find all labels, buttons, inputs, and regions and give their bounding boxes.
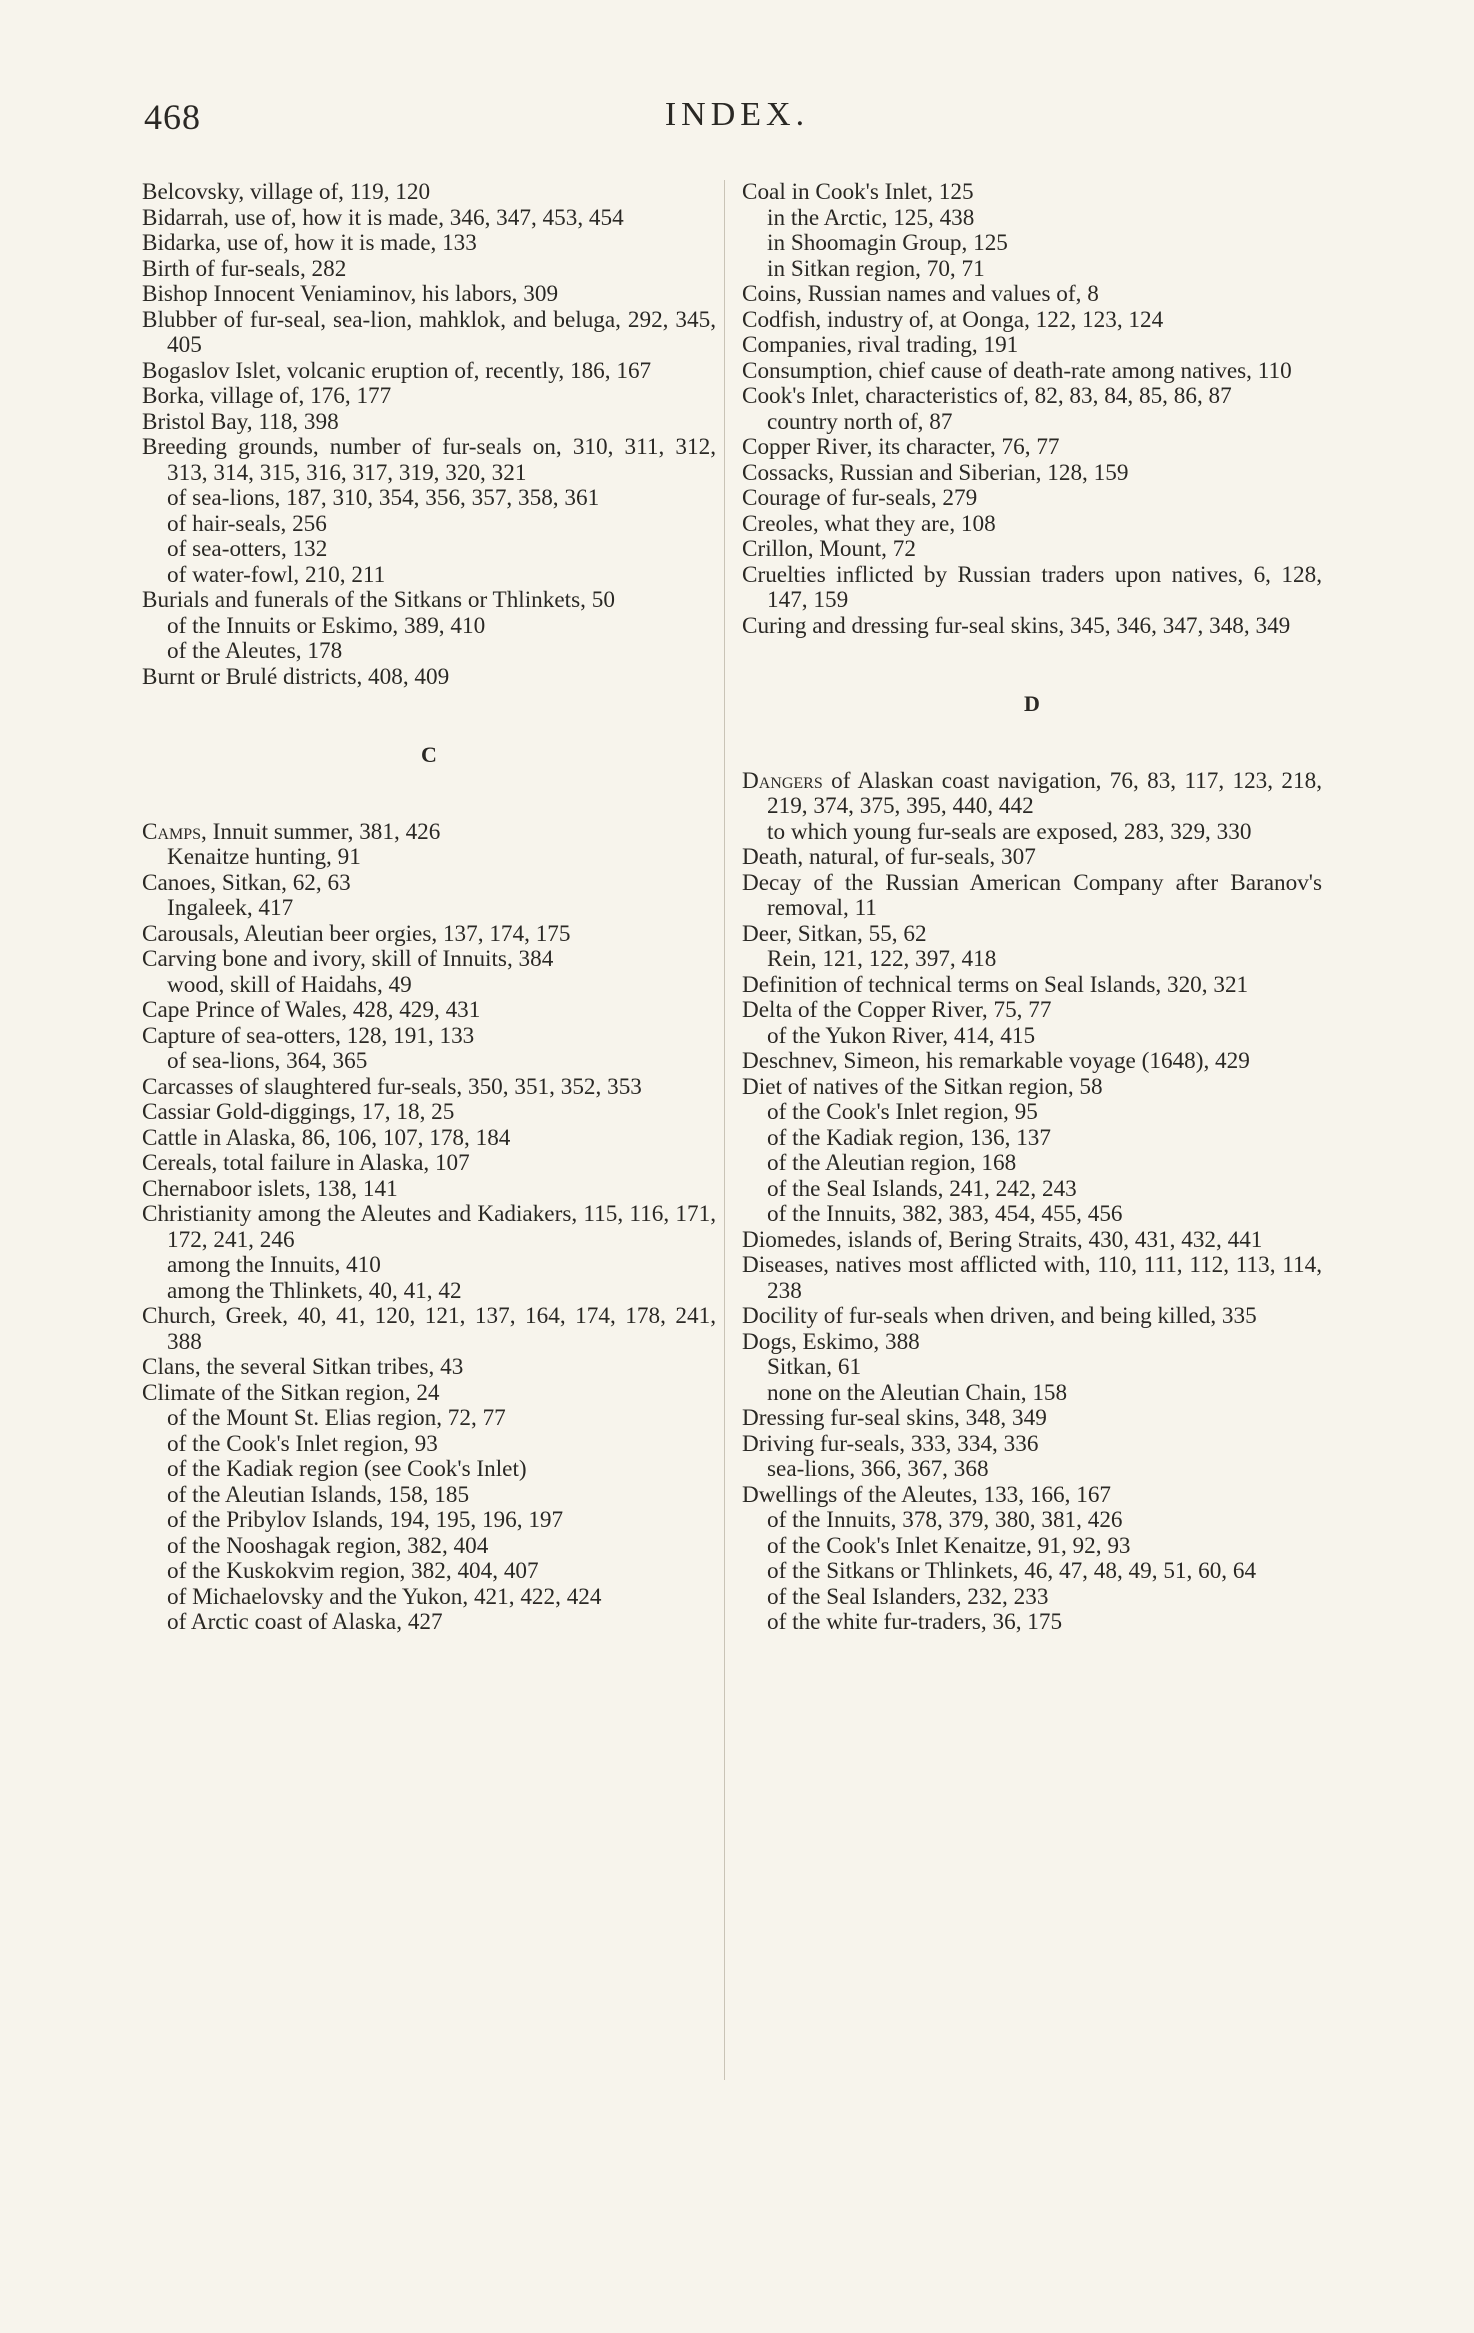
index-entry: Burnt or Brulé districts, 408, 409 [142,663,450,690]
index-entry: Courage of fur-seals, 279 [742,485,978,511]
entry-lead-word: Dangers [742,767,823,794]
index-entry: Clans, the several Sitkan tribes, 43 [142,1354,464,1380]
index-entry: Christianity among the Aleutes and Kadiakers, 115, 116, 171, 172, 241, 246 [142,1201,716,1253]
index-subentry: country north of, 87 [767,408,953,435]
index-entry: Cereals, total failure in Alaska, 107 [142,1150,470,1176]
index-column-left [142,180,716,1636]
index-subentry: of the Aleutes, 178 [167,638,343,664]
index-subentry: of sea-otters, 132 [167,536,328,562]
index-subentry: of water-fowl, 210, 211 [167,561,386,588]
index-subentry: of the Aleutian region, 168 [767,1150,1017,1176]
index-subentry: among the Innuits, 410 [167,1252,381,1278]
index-entry: Cassiar Gold-diggings, 17, 18, 25 [142,1099,455,1125]
index-entry: Bidarrah, use of, how it is made, 346, 347, 453, 454 [142,204,624,231]
index-subentry: of the Innuits or Eskimo, 389, 410 [167,612,486,639]
index-entry: Consumption, chief cause of death-rate among natives, 110 [742,357,1292,384]
index-entry: Creoles, what they are, 108 [742,510,996,537]
index-entry: Dogs, Eskimo, 388 [742,1328,920,1355]
index-subentry: of the Seal Islanders, 232, 233 [767,1583,1049,1610]
index-entry: Bristol Bay, 118, 398 [142,408,339,435]
index-subentry: of the Innuits, 378, 379, 380, 381, 426 [767,1507,1123,1533]
index-entry: Carousals, Aleutian beer orgies, 137, 174, 175 [142,920,571,947]
index-entry: Bishop Innocent Veniaminov, his labors, 309 [142,281,559,307]
index-entry: Diomedes, islands of, Bering Straits, 430, 431, 432, 441 [742,1226,1263,1253]
index-subentry: in Sitkan region, 70, 71 [767,255,985,282]
index-subentry: of the Pribylov Islands, 194, 195, 196, 197 [167,1507,564,1533]
index-entry: Dressing fur-seal skins, 348, 349 [742,1405,1047,1431]
index-entry: Cattle in Alaska, 86, 106, 107, 178, 184 [142,1124,511,1151]
index-subentry: of the Innuits, 382, 383, 454, 455, 456 [767,1201,1123,1227]
index-subentry: wood, skill of Haidahs, 49 [167,971,412,998]
index-subentry: of the Cook's Inlet region, 93 [167,1430,438,1457]
index-subentry: of sea-lions, 364, 365 [167,1048,368,1074]
index-entry: Cruelties inflicted by Russian traders upon natives, 6, 128, 147, 159 [742,561,1322,613]
index-subentry: Kenaitze hunting, 91 [167,844,361,870]
index-entry: Burials and funerals of the Sitkans or Thlinkets, 50 [142,587,615,613]
index-column-right [742,180,1322,1636]
index-entry: Driving fur-seals, 333, 334, 336 [742,1430,1039,1457]
index-subentry: of the Kadiak region, 136, 137 [767,1124,1051,1151]
index-entry: Coins, Russian names and values of, 8 [742,281,1099,307]
index-subentry: of the Mount St. Elias region, 72, 77 [167,1405,506,1431]
index-subentry: of hair-seals, 256 [167,510,327,537]
column-divider [724,180,725,2080]
section-letter: D [1024,691,1040,716]
index-entry: Cape Prince of Wales, 428, 429, 431 [142,997,481,1023]
index-subentry: none on the Aleutian Chain, 158 [767,1379,1068,1406]
index-subentry: Rein, 121, 122, 397, 418 [767,946,997,972]
index-entry: Crillon, Mount, 72 [742,536,916,562]
index-subentry: of Arctic coast of Alaska, 427 [167,1609,443,1635]
index-subentry: of the white fur-traders, 36, 175 [767,1609,1063,1635]
index-entry: Bidarka, use of, how it is made, 133 [142,230,477,256]
index-subentry: of the Yukon River, 414, 415 [767,1022,1036,1049]
index-subentry: Sitkan, 61 [767,1354,862,1380]
index-subentry: in the Arctic, 125, 438 [767,204,975,231]
index-entry: Decay of the Russian American Company after Baranov's removal, 11 [742,869,1322,921]
index-entry: Dangers of Alaskan coast navigation, 76, 83, 117, 123, 218, 219, 374, 375, 395, 440, 442 [742,767,1322,819]
index-entry: Docility of fur-seals when driven, and being killed, 335 [742,1303,1257,1329]
index-entry: Deer, Sitkan, 55, 62 [742,920,927,947]
index-subentry: of Michaelovsky and the Yukon, 421, 422, 424 [167,1583,602,1610]
index-subentry: of the Cook's Inlet Kenaitze, 91, 92, 93 [767,1532,1131,1559]
index-entry: Definition of technical terms on Seal Islands, 320, 321 [742,971,1249,998]
entry-lead-word: Camps, [142,818,207,845]
index-subentry: of the Seal Islands, 241, 242, 243 [767,1175,1077,1202]
index-entry: Church, Greek, 40, 41, 120, 121, 137, 164, 174, 178, 241, 388 [142,1303,716,1355]
index-subentry: of the Nooshagak region, 382, 404 [167,1532,489,1559]
running-head: INDEX. [664,96,810,133]
index-entry: Delta of the Copper River, 75, 77 [742,997,1052,1023]
section-letter: C [421,742,437,767]
index-subentry: sea-lions, 366, 367, 368 [767,1456,989,1482]
index-entry: Climate of the Sitkan region, 24 [142,1379,440,1406]
index-entry: Chernaboor islets, 138, 141 [142,1175,398,1202]
index-subentry: of the Kuskokvim region, 382, 404, 407 [167,1558,539,1584]
index-entry: Companies, rival trading, 191 [742,332,1019,358]
index-entry: Dwellings of the Aleutes, 133, 166, 167 [742,1481,1112,1508]
index-entry: Coal in Cook's Inlet, 125 [742,179,974,205]
index-entry: Birth of fur-seals, 282 [142,255,347,282]
index-entry: Blubber of fur-seal, sea-lion, mahklok, and beluga, 292, 345, 405 [142,306,716,358]
index-subentry: of the Aleutian Islands, 158, 185 [167,1481,470,1508]
index-entry: Carving bone and ivory, skill of Innuits, 384 [142,946,554,972]
index-entry: Cook's Inlet, characteristics of, 82, 83, 84, 85, 86, 87 [742,383,1232,409]
index-subentry: of the Kadiak region (see Cook's Inlet) [167,1456,527,1482]
index-subentry: of sea-lions, 187, 310, 354, 356, 357, 358, 361 [167,485,600,511]
index-subentry: Ingaleek, 417 [167,895,294,921]
index-subentry: of the Cook's Inlet region, 95 [767,1099,1038,1125]
index-entry: Belcovsky, village of, 119, 120 [142,179,431,205]
index-entry: Cossacks, Russian and Siberian, 128, 159 [742,459,1129,486]
index-entry: Codfish, industry of, at Oonga, 122, 123, 124 [742,306,1164,333]
index-subentry: in Shoomagin Group, 125 [767,230,1008,256]
index-entry: Carcasses of slaughtered fur-seals, 350, 351, 352, 353 [142,1073,642,1100]
index-entry: Diseases, natives most afflicted with, 110, 111, 112, 113, 114, 238 [742,1252,1322,1304]
index-subentry: among the Thlinkets, 40, 41, 42 [167,1277,462,1304]
index-entry: Borka, village of, 176, 177 [142,383,392,409]
page-number: 468 [144,97,201,137]
index-entry: Curing and dressing fur-seal skins, 345, 346, 347, 348, 349 [742,612,1291,639]
index-subentry: of the Sitkans or Thlinkets, 46, 47, 48, 49, 51, 60, 64 [767,1558,1257,1584]
index-entry: Copper River, its character, 76, 77 [742,434,1060,460]
index-entry: Breeding grounds, number of fur-seals on, 310, 311, 312, 313, 314, 315, 316, 317, 319, 320, 321 [142,434,716,486]
index-entry: Bogaslov Islet, volcanic eruption of, recently, 186, 167 [142,357,652,384]
index-entry: Deschnev, Simeon, his remarkable voyage (1648), 429 [742,1048,1250,1074]
index-entry: Camps, Innuit summer, 381, 426 [142,818,441,845]
index-entry: Death, natural, of fur-seals, 307 [742,844,1036,870]
index-entry: Canoes, Sitkan, 62, 63 [142,869,351,896]
index-entry: Diet of natives of the Sitkan region, 58 [742,1073,1103,1100]
index-entry: Capture of sea-otters, 128, 191, 133 [142,1022,475,1049]
index-subentry: to which young fur-seals are exposed, 283, 329, 330 [767,818,1252,845]
